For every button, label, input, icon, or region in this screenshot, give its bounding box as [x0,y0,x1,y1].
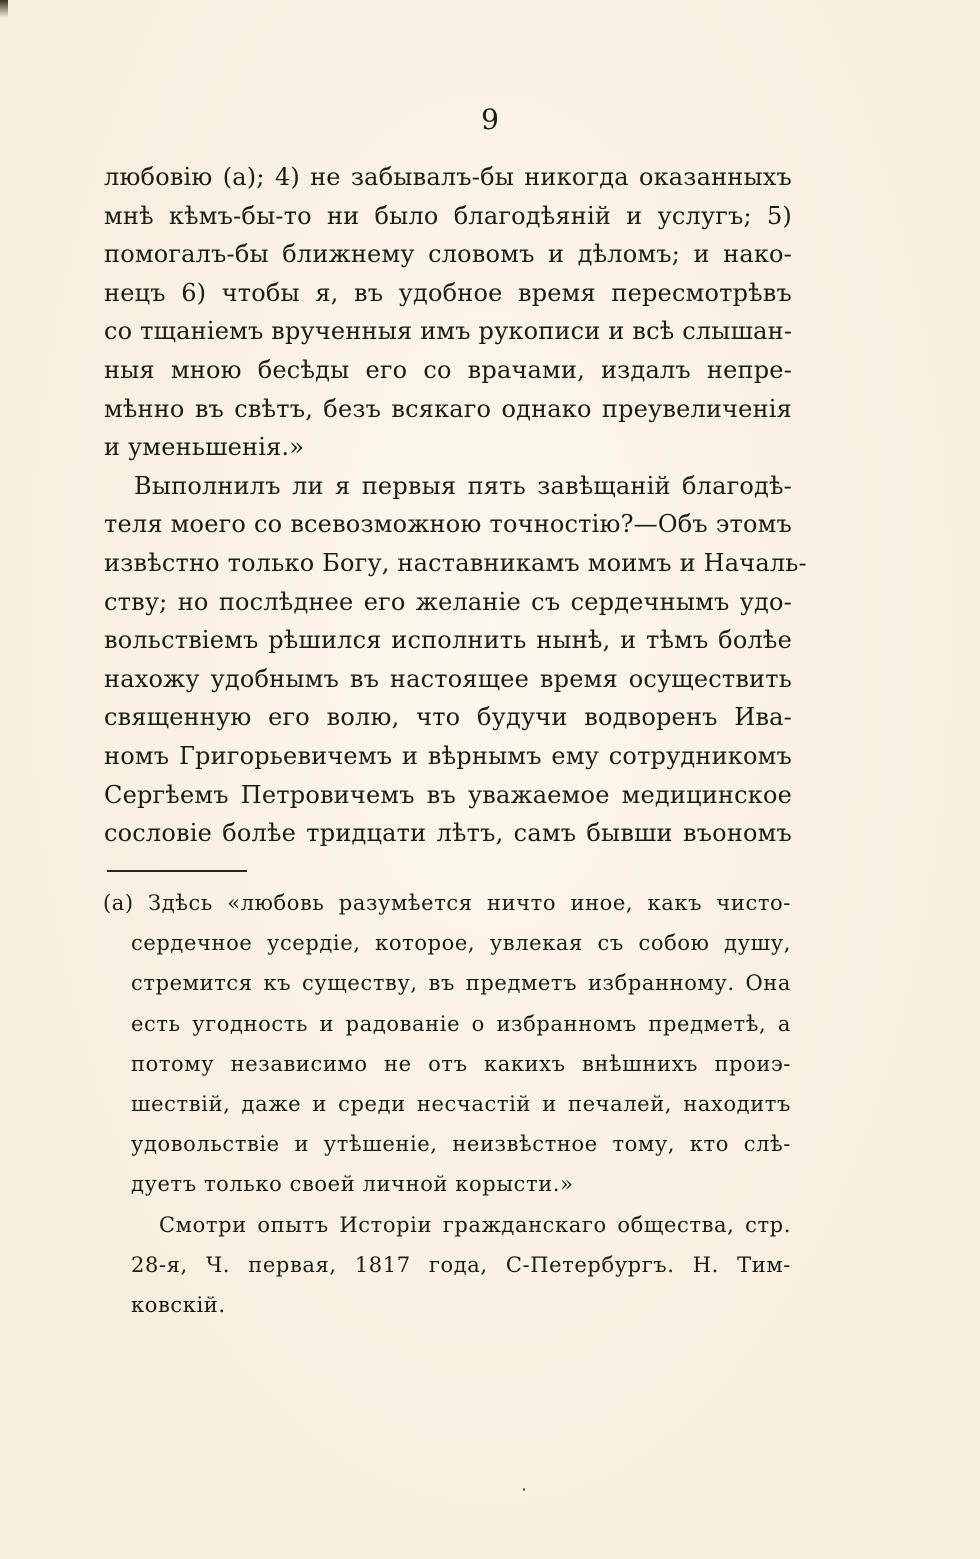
footnote-line: сердечное усердіе, которое, увлекая съ собою душу, [131,931,791,956]
text-line: мнѣ кѣмъ-бы-то ни было благодѣяній и услугъ; 5) [104,201,792,230]
text-line: ству; но послѣднее его желаніе съ сердечнымъ удо- [104,587,792,616]
text-line: нахожу удобнымъ въ настоящее время осуществить [104,664,792,693]
text-line: мѣнно въ свѣтъ, безъ всякаго однако преувеличенія [104,394,792,423]
page-edge-mark [0,0,8,18]
page-number: 9 [481,103,499,136]
text-line: со тщаніемъ врученныя имъ рукописи и всѣ слышан- [104,317,793,346]
footnote-line: шествій, даже и среди несчастій и печалей, находитъ [131,1091,791,1116]
footnote-line: (а) Здѣсь «любовь разумѣется ничто иное, какъ чисто- [103,891,791,915]
footnote-line: есть угодность и радованіе о избранномъ предметѣ, а [131,1011,791,1036]
text-line: Выполнилъ ли я первыя пять завѣщаній благодѣ- [134,471,792,500]
text-line: помогалъ-бы ближнему словомъ и дѣломъ; и нако- [104,240,792,269]
text-line: извѣстно только Богу, наставникамъ моимъ и Началь- [104,548,807,577]
footnote-line: дуетъ только своей личной корысти.» [131,1172,574,1197]
text-line: и уменьшенія.» [104,433,305,462]
footnote-block [103,883,791,1325]
paper-speck [523,1488,525,1491]
footnote-line: Смотри опытъ Исторіи гражданскаго общества, стр. [159,1212,791,1237]
text-line: номъ Григорьевичемъ и вѣрнымъ ему сотрудникомъ [104,741,792,770]
text-line: вольствіемъ рѣшился исполнить нынѣ, и тѣмъ болѣе [104,626,792,655]
text-line: любовію (а); 4) не забывалъ-бы никогда оказанныхъ [104,163,792,191]
text-line: сословіе болѣе тридцати лѣтъ, самъ бывши въономъ [104,819,792,848]
text-line: Сергѣемъ Петровичемъ въ уважаемое медицинское [104,780,792,809]
text-line: ныя мною бесѣды его со врачами, издалъ непре- [104,355,792,384]
main-text-block [104,158,807,853]
text-line: нецъ 6) чтобы я, въ удобное время пересмотрѣвъ [104,278,792,307]
text-line: священную его волю, что будучи водворенъ Ива- [104,703,792,732]
footnote-line: ковскій. [131,1292,226,1317]
footnote-line: удовольствіе и утѣшеніе, неизвѣстное тому, кто слѣ- [131,1132,791,1157]
footnote-line: потому независимо не отъ какихъ внѣшнихъ проиэ- [131,1051,791,1076]
footnote-line: 28-я, Ч. первая, 1817 года, С-Петербургъ. Н. Тим- [131,1252,791,1277]
footnote-rule [107,870,247,872]
footnote-line: стремится къ существу, въ предметъ избранному. Она [131,971,791,996]
text-line: теля моего со всевозможною точностію?—Объ этомъ [104,510,792,539]
